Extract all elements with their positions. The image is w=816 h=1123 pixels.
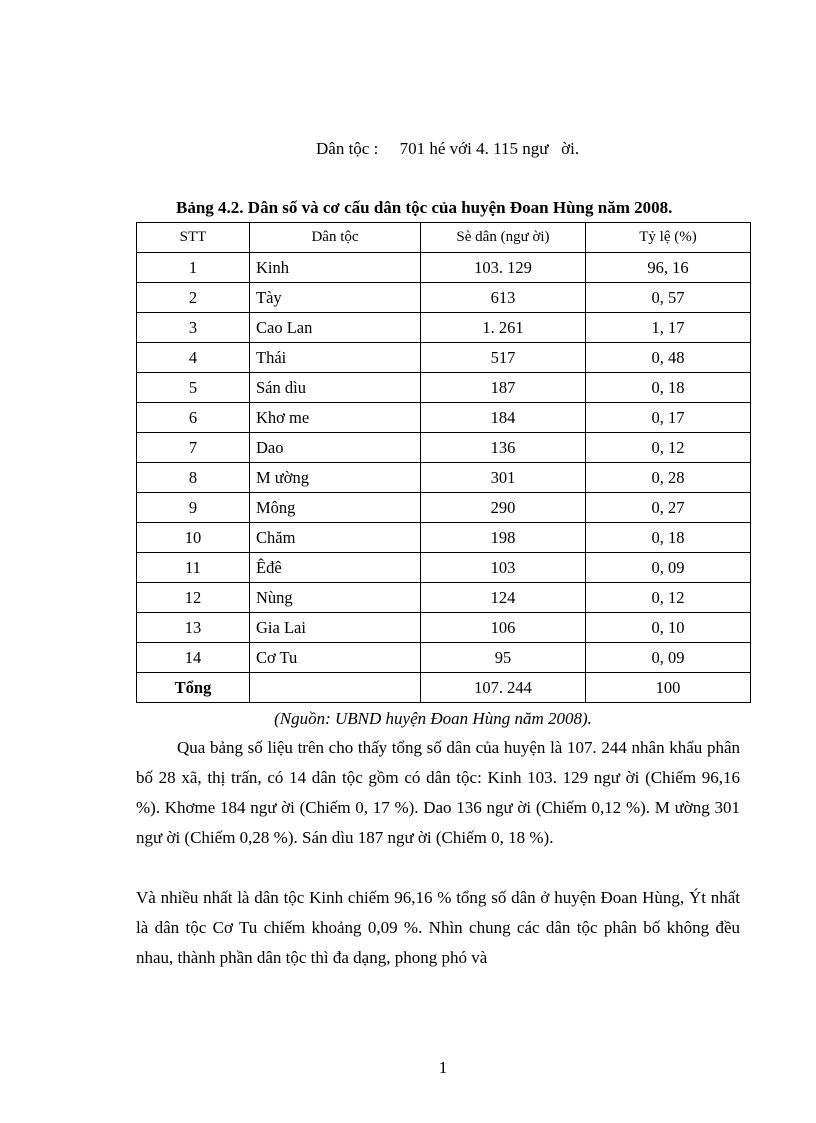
cell-so-dan: 517 [421,343,586,373]
cell-stt: 4 [137,343,250,373]
cell-dan-toc: Cơ Tu [250,643,421,673]
table-row [137,283,751,313]
table-row [137,313,751,343]
cell-so-dan: 106 [421,613,586,643]
cell-ty-le: 0, 10 [586,613,751,643]
cell-dan-toc: Gia Lai [250,613,421,643]
cell-stt: 1 [137,253,250,283]
cell-dan-toc: Khơ me [250,403,421,433]
cell-stt: 11 [137,553,250,583]
cell-ty-le: 0, 28 [586,463,751,493]
page-number: 1 [438,1058,448,1077]
header-dan-toc: Dân tộc [250,223,421,253]
cell-so-dan: 184 [421,403,586,433]
cell-ty-le: 0, 27 [586,493,751,523]
cell-ty-le: 96, 16 [586,253,751,283]
cell-dan-toc: Nùng [250,583,421,613]
table-row [137,403,751,433]
table-row [137,343,751,373]
cell-ty-le: 0, 18 [586,373,751,403]
cell-dan-toc: Kinh [250,253,421,283]
cell-so-dan: 187 [421,373,586,403]
cell-stt: 14 [137,643,250,673]
cell-ty-le: 0, 18 [586,523,751,553]
paragraph-2: Và nhiều nhất là dân tộc Kinh chiếm 96,16 % tổng số dân ở huyện Đoan Hùng, Ýt nhất là dân tộc Cơ Tu chiếm khoảng 0,09 %. Nhìn chung các dân tộc phân bố không đều nhau, thành phần dân tộc thì đa dạng, phong phó và [136,888,740,967]
cell-ty-le: 0, 17 [586,403,751,433]
header-ty-le: Tỷ lệ (%) [586,223,751,253]
cell-so-dan: 613 [421,283,586,313]
intro-text: Dân tộc : 701 hé với 4. 115 ngư ời. [316,139,580,158]
cell-so-dan: 290 [421,493,586,523]
cell-ty-le: 0, 57 [586,283,751,313]
cell-dan-toc: Chăm [250,523,421,553]
total-label: Tổng [137,673,250,703]
cell-ty-le: 0, 12 [586,433,751,463]
cell-stt: 9 [137,493,250,523]
table-row [137,583,751,613]
cell-dan-toc: M ường [250,463,421,493]
cell-so-dan: 124 [421,583,586,613]
cell-so-dan: 1. 261 [421,313,586,343]
table-row [137,463,751,493]
cell-dan-toc: Thái [250,343,421,373]
cell-stt: 8 [137,463,250,493]
table-row [137,553,751,583]
table-row [137,613,751,643]
paragraph-1: Qua bảng số liệu trên cho thấy tổng số dân của huyện là 107. 244 nhân khẩu phân bố 28 xã, thị trấn, có 14 dân tộc gồm có dân tộc: Kinh 103. 129 ngư ời (Chiếm 96,16 %). Khơme 184 ngư ời (Chiếm 0, 17 %). Dao 136 ngư ời (Chiếm 0,12 %). M ường 301 ngư ời (Chiếm 0,28 %). Sán dìu 187 ngư ời (Chiếm 0, 18 %). [136,738,740,847]
cell-ty-le: 0, 48 [586,343,751,373]
cell-stt: 3 [137,313,250,343]
table-caption: Bảng 4.2. Dân số và cơ cấu dân tộc của huyện Đoan Hùng năm 2008. [176,198,673,217]
cell-so-dan: 103 [421,553,586,583]
cell-so-dan: 198 [421,523,586,553]
population-table [136,222,751,703]
source-note: (Nguồn: UBND huyện Đoan Hùng năm 2008). [274,709,592,728]
cell-dan-toc: Dao [250,433,421,463]
total-ty-le: 100 [586,673,751,703]
cell-so-dan: 103. 129 [421,253,586,283]
cell-dan-toc: Êđê [250,553,421,583]
header-so-dan: Sè dân (ngư ời) [421,223,586,253]
table-row [137,493,751,523]
total-so-dan: 107. 244 [421,673,586,703]
cell-stt: 10 [137,523,250,553]
table-header-row [137,223,751,253]
cell-dan-toc: Mông [250,493,421,523]
cell-ty-le: 0, 12 [586,583,751,613]
total-dan-toc [250,673,421,703]
table-row [137,433,751,463]
header-stt: STT [137,223,250,253]
cell-so-dan: 95 [421,643,586,673]
cell-so-dan: 301 [421,463,586,493]
cell-dan-toc: Tày [250,283,421,313]
cell-dan-toc: Cao Lan [250,313,421,343]
cell-ty-le: 1, 17 [586,313,751,343]
table-row [137,253,751,283]
cell-stt: 2 [137,283,250,313]
cell-dan-toc: Sán dìu [250,373,421,403]
cell-stt: 5 [137,373,250,403]
cell-stt: 12 [137,583,250,613]
cell-stt: 13 [137,613,250,643]
cell-ty-le: 0, 09 [586,643,751,673]
cell-so-dan: 136 [421,433,586,463]
table-row [137,643,751,673]
table-row [137,523,751,553]
cell-stt: 7 [137,433,250,463]
table-row [137,373,751,403]
cell-stt: 6 [137,403,250,433]
cell-ty-le: 0, 09 [586,553,751,583]
table-total-row [137,673,751,703]
